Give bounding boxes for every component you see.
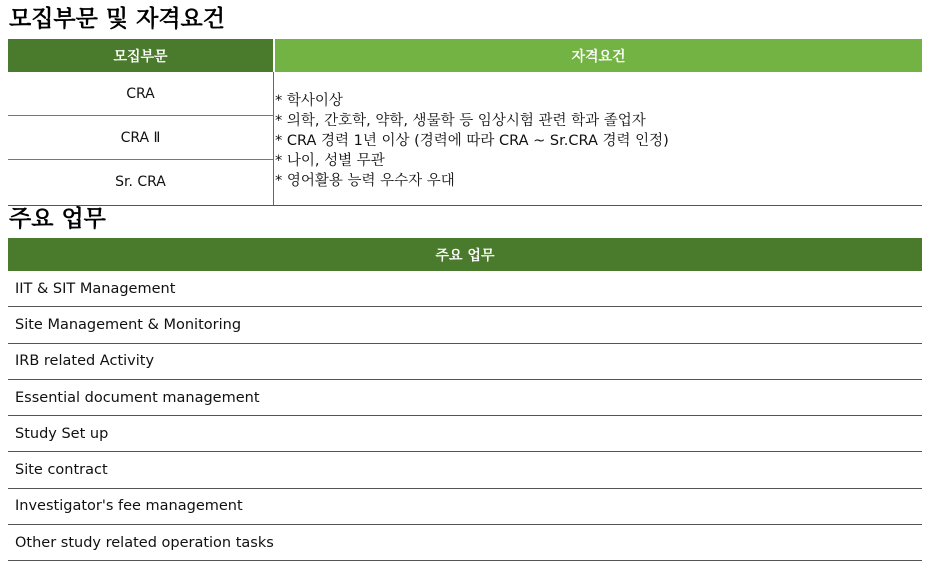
duty-row: Other study related operation tasks: [8, 525, 922, 561]
duty-row: Essential document management: [8, 380, 922, 416]
requirement-item: * 나이, 성별 무관: [275, 153, 385, 169]
duties-title: 주요 업무: [9, 206, 106, 232]
requirement-item: * CRA 경력 1년 이상 (경력에 따라 CRA ~ Sr.CRA 경력 인정): [275, 133, 669, 149]
duty-row: Investigator's fee management: [8, 489, 922, 525]
department-cell: CRA Ⅱ: [8, 116, 273, 160]
department-cell: Sr. CRA: [115, 174, 166, 190]
duty-row: Site Management & Monitoring: [8, 307, 922, 343]
requirement-item: * 학사이상: [275, 93, 343, 109]
department-cell: CRA: [8, 72, 273, 116]
requirements-header: 자격요건: [275, 39, 922, 72]
duty-row: Study Set up: [8, 416, 922, 452]
requirements-list: [275, 91, 920, 191]
requirement-item: * 의학, 간호학, 약학, 생물학 등 임상시험 관련 학과 졸업자: [275, 113, 646, 129]
duties-table: [8, 238, 922, 561]
department-header: 모집부문: [8, 39, 273, 72]
department-column: [8, 72, 274, 205]
duty-row: IRB related Activity: [8, 344, 922, 380]
recruitment-table: [8, 39, 922, 206]
requirement-item: * 영어활용 능력 우수자 우대: [275, 173, 455, 189]
duty-row: Site contract: [8, 452, 922, 488]
recruitment-title: 모집부문 및 자격요건: [9, 6, 225, 32]
duty-row: IIT & SIT Management: [8, 271, 922, 307]
duties-header: 주요 업무: [8, 238, 922, 271]
